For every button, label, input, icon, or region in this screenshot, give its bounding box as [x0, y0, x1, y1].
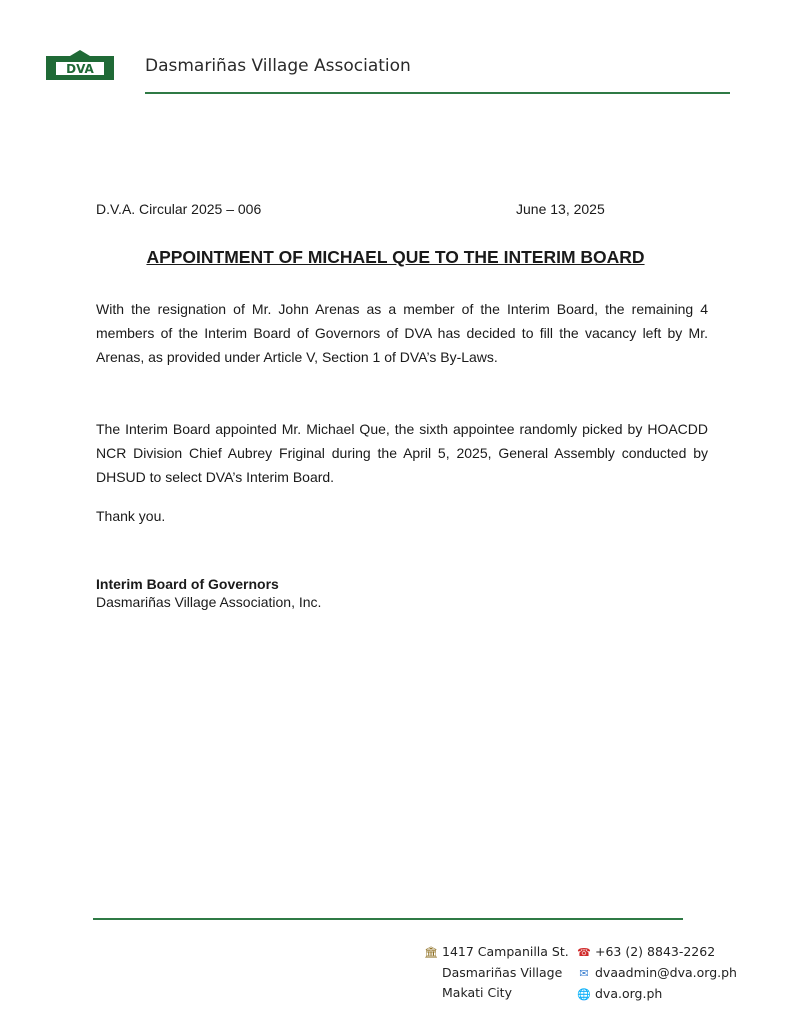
globe-icon: 🌐: [577, 988, 591, 1001]
dva-logo: [44, 50, 116, 82]
paragraph: The Interim Board appointed Mr. Michael Que, the sixth appointee randomly picked by HOACDD NCR Division Chief Aubrey Friginal during the April 5, 2025, General Assembly conducted by DHSUD to select DVA’s Interim Board.: [96, 421, 708, 485]
address-line: Makati City: [442, 985, 512, 1000]
footer-divider: [93, 918, 683, 920]
paragraph: With the resignation of Mr. John Arenas as a member of the Interim Board, the remaining 4 members of the Interim Board of Governors of DVA has decided to fill the vacancy left by Mr. Arenas, as provided under Article V, Section 1 of DVA’s By-Laws.: [96, 301, 708, 365]
organization-name: Dasmariñas Village Association: [145, 56, 411, 76]
circular-date: June 13, 2025: [516, 201, 605, 217]
circular-number: D.V.A. Circular 2025 – 006: [96, 201, 262, 217]
address-line: Dasmariñas Village: [442, 965, 563, 980]
email[interactable]: dvaadmin@dva.org.ph: [595, 965, 737, 980]
header-divider: [145, 92, 730, 94]
closing: Thank you.: [96, 508, 166, 524]
phone: +63 (2) 8843-2262: [595, 944, 716, 959]
signatory-organization: Dasmariñas Village Association, Inc.: [96, 594, 322, 610]
svg-text:DVA: DVA: [66, 62, 94, 76]
footer-contact: [577, 942, 737, 1005]
phone-icon: ☎: [577, 946, 591, 959]
footer-address: [424, 942, 569, 1003]
signatory: Interim Board of Governors: [96, 576, 279, 592]
website[interactable]: dva.org.ph: [595, 986, 663, 1001]
building-icon: 🏛: [424, 946, 438, 959]
address-line: 1417 Campanilla St.: [442, 944, 569, 959]
email-icon: ✉: [579, 967, 589, 980]
document-title: APPOINTMENT OF MICHAEL QUE TO THE INTERIM BOARD: [146, 247, 645, 267]
